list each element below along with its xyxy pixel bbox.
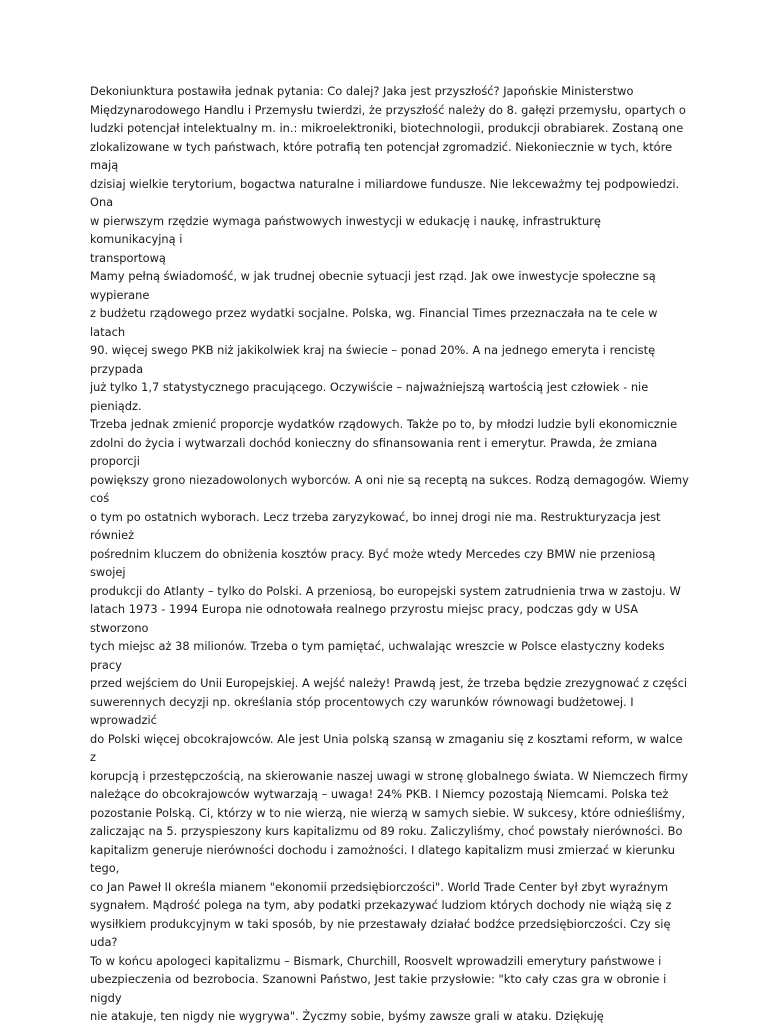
paragraph-intro: Dekoniunktura postawiła jednak pytania: Co dalej? Jaka jest przyszłość? Japońskie Ministerstwo Międzynarodowego Handlu i Przemysłu twierdzi, że przyszłość należy do 8. gałęzi przemysłu, opartych o ludzki potencjał intelektualny m. in.: mikroelektroniki, biotechnologii, produkcji obrabiarek. Zostaną one zlokalizowane w tych państwach, które potrafią ten potencjał zgromadzić. Niekoniecznie w tych, które mają dzisiaj wielkie terytorium, bogactwa naturalne i miliardowe fundusze. Nie lekceważmy tej podpowiedzi. Ona w pierwszym rzędzie wymaga państwowych inwestycji w edukację i naukę, infrastrukturę komunikacyjną i transportową: [90, 84, 686, 265]
document-body: [90, 82, 690, 1026]
paragraph-main: Mamy pełną świadomość, w jak trudnej obecnie sytuacji jest rząd. Jak owe inwestycje społeczne są wypierane z budżetu rządowego przez wydatki socjalne. Polska, wg. Financial Times przeznaczała na te cele w latach 90. więcej swego PKB niż jakikolwiek kraj na świecie – ponad 20%. A na jednego emeryta i rencistę przypada już tylko 1,7 statystycznego pracującego. Oczywiście – najważniejszą wartością jest człowiek - nie pieniądz. Trzeba jednak zmienić proporcje wydatków rządowych. Także po to, by młodzi ludzie byli ekonomicznie zdolni do życia i wytwarzali dochód konieczny do sfinansowania rent i emerytur. Prawda, że zmiana proporcji powiększy grono niezadowolonych wyborców. A oni nie są receptą na sukces. Rodzą demagogów. Wiemy coś o tym po ostatnich wyborach. Lecz trzeba zaryzykować, bo innej drogi nie ma. Restrukturyzacja jest również pośrednim kluczem do obniżenia kosztów pracy. Być może wtedy Mercedes czy BMW nie przeniosą swojej produkcji do Atlanty – tylko do Polski. A przeniosą, bo europejski system zatrudnienia trwa w zastoju. W latach 1973 - 1994 Europa nie odnotowała realnego przyrostu miejsc pracy, podczas gdy w USA stworzono tych miejsc aż 38 milionów. Trzeba o tym pamiętać, uchwalając wreszcie w Polsce elastyczny kodeks pracy przed wejściem do Unii Europejskiej. A wejść należy! Prawdą jest, że trzeba będzie zrezygnować z części suwerennych decyzji np. określania stóp procentowych czy warunków równowagi budżetowej. I wprowadzić do Polski więcej obcokrajowców. Ale jest Unia polską szansą w zmaganiu się z kosztami reform, w walce z korupcją i przestępczością, na skierowanie naszej uwagi w stronę globalnego świata. W Niemczech firmy należące do obcokrajowców wytwarzają – uwaga! 24% PKB. I Niemcy pozostają Niemcami. Polska też pozostanie Polską. Ci, którzy w to nie wierzą, nie wierzą w samych siebie. W sukcesy, które odnieśliśmy, zaliczając na 5. przyspieszony kurs kapitalizmu od 89 roku. Zaliczyliśmy, choć powstały nierówności. Bo kapitalizm generuje nierówności dochodu i zamożności. I dlatego kapitalizm musi zmierzać w kierunku tego, co Jan Paweł II określa mianem "ekonomii przedsiębiorczości". World Trade Center był zbyt wyraźnym sygnałem. Mądrość polega na tym, aby podatki przekazywać ludziom których dochody nie wiążą się z wysiłkiem produkcyjnym w taki sposób, by nie przestawały działać bodźce przedsiębiorczości. Czy się uda? To w końcu apologeci kapitalizmu – Bismark, Churchill, Roosvelt wprowadzili emerytury państwowe i ubezpieczenia od bezrobocia. Szanowni Państwo, Jest takie przysłowie: "kto cały czas gra w obronie i nigdy nie atakuje, ten nigdy nie wygrywa". Życzmy sobie, byśmy zawsze grali w ataku. Dziękuję: [90, 269, 689, 1023]
